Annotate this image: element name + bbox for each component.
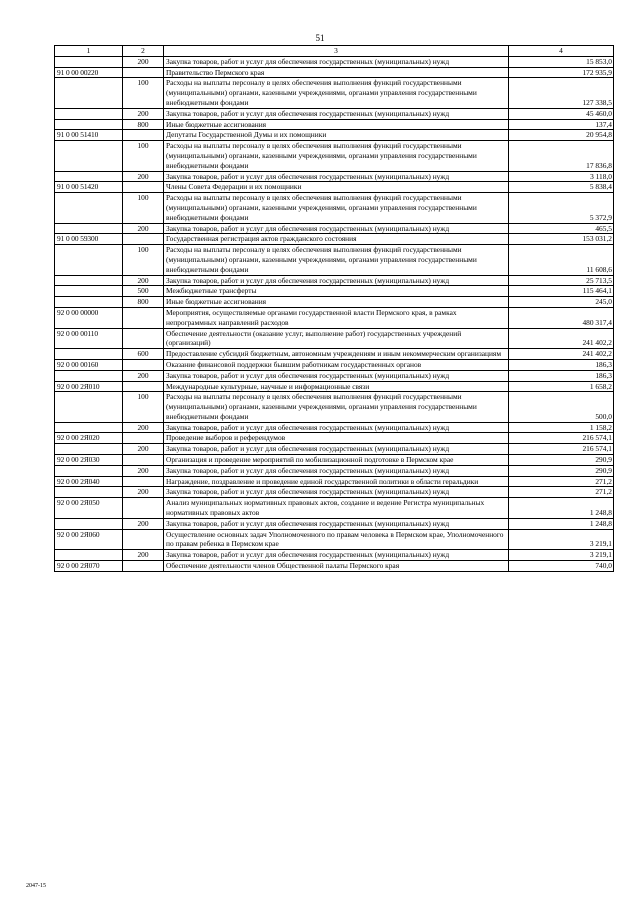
row-name: Межбюджетные трансферты [164, 286, 509, 297]
row-type: 100 [123, 141, 164, 171]
row-type: 200 [123, 275, 164, 286]
row-name: Закупка товаров, работ и услуг для обеспечения государственных (муниципальных) нужд [164, 487, 509, 498]
row-name: Закупка товаров, работ и услуг для обеспечения государственных (муниципальных) нужд [164, 422, 509, 433]
row-type: 800 [123, 297, 164, 308]
row-code [55, 392, 123, 422]
row-name: Расходы на выплаты персоналу в целях обеспечения выполнения функций государственными (муниципальными) органами, казенными учреждениями, органами управления государственными внебюджетными фондами [164, 141, 509, 171]
header-col-2: 2 [123, 46, 164, 57]
row-amount: 290,9 [509, 455, 614, 466]
row-amount: 245,0 [509, 297, 614, 308]
row-code [55, 119, 123, 130]
row-code: 91 0 00 51420 [55, 182, 123, 193]
table-row [55, 518, 614, 529]
row-code: 91 0 00 51410 [55, 130, 123, 141]
row-type: 200 [123, 422, 164, 433]
table-row [55, 193, 614, 223]
table-row [55, 359, 614, 370]
table-row [55, 141, 614, 171]
row-amount: 241 402,2 [509, 349, 614, 360]
table-row [55, 370, 614, 381]
row-code: 92 0 00 2Я030 [55, 455, 123, 466]
table-row [55, 498, 614, 519]
row-name: Расходы на выплаты персоналу в целях обеспечения выполнения функций государственными (муниципальными) органами, казенными учреждениями, органами управления государственными внебюджетными фондами [164, 78, 509, 108]
row-code [55, 108, 123, 119]
row-type [123, 476, 164, 487]
row-name: Члены Совета Федерации и их помощники [164, 182, 509, 193]
table-row [55, 561, 614, 572]
row-type [123, 130, 164, 141]
row-code [55, 422, 123, 433]
row-name: Расходы на выплаты персоналу в целях обеспечения выполнения функций государственными (муниципальными) органами, казенными учреждениями, органами управления государственными внебюджетными фондами [164, 193, 509, 223]
row-amount: 3 118,0 [509, 171, 614, 182]
row-amount: 11 608,6 [509, 245, 614, 275]
table-row [55, 108, 614, 119]
table-row [55, 476, 614, 487]
table-row [55, 433, 614, 444]
row-name: Правительство Пермского края [164, 67, 509, 78]
row-code [55, 550, 123, 561]
row-amount: 25 713,5 [509, 275, 614, 286]
table-row [55, 182, 614, 193]
row-name: Обеспечение деятельности членов Общественной палаты Пермского края [164, 561, 509, 572]
row-type [123, 182, 164, 193]
row-name: Осуществление основных задач Уполномоченного по правам человека в Пермском крае, Уполномоченного по правам ребенка в Пермском крае [164, 529, 509, 550]
row-code: 91 0 00 59300 [55, 234, 123, 245]
row-code [55, 171, 123, 182]
row-type [123, 328, 164, 349]
row-amount: 216 574,1 [509, 444, 614, 455]
row-type [123, 381, 164, 392]
row-name: Анализ муниципальных нормативных правовых актов, создание и ведение Регистра муниципальных нормативных правовых актов [164, 498, 509, 519]
row-type [123, 359, 164, 370]
row-type [123, 234, 164, 245]
table-row [55, 223, 614, 234]
row-type: 200 [123, 518, 164, 529]
row-amount: 172 935,9 [509, 67, 614, 78]
row-code: 91 0 00 00220 [55, 67, 123, 78]
row-name: Мероприятия, осуществляемые органами государственной власти Пермского края, в рамках непрограммных направлений расходов [164, 307, 509, 328]
row-type: 200 [123, 56, 164, 67]
row-name: Депутаты Государственной Думы и их помощники [164, 130, 509, 141]
row-amount: 3 219,1 [509, 550, 614, 561]
row-code [55, 518, 123, 529]
table-row [55, 234, 614, 245]
row-amount: 5 372,9 [509, 193, 614, 223]
row-name: Предоставление субсидий бюджетным, автономным учреждениям и иным некоммерческим организациям [164, 349, 509, 360]
row-type: 200 [123, 223, 164, 234]
row-code [55, 370, 123, 381]
row-amount: 20 954,8 [509, 130, 614, 141]
row-type: 100 [123, 245, 164, 275]
row-amount: 153 031,2 [509, 234, 614, 245]
budget-table [54, 45, 614, 572]
header-col-4: 4 [509, 46, 614, 57]
row-amount: 740,0 [509, 561, 614, 572]
table-row [55, 455, 614, 466]
row-name: Закупка товаров, работ и услуг для обеспечения государственных (муниципальных) нужд [164, 108, 509, 119]
row-name: Закупка товаров, работ и услуг для обеспечения государственных (муниципальных) нужд [164, 370, 509, 381]
row-name: Расходы на выплаты персоналу в целях обеспечения выполнения функций государственными (муниципальными) органами, казенными учреждениями, органами управления государственными внебюджетными фондами [164, 245, 509, 275]
row-type: 200 [123, 171, 164, 182]
table-row [55, 307, 614, 328]
row-name: Иные бюджетные ассигнования [164, 297, 509, 308]
table-row [55, 245, 614, 275]
table-row [55, 119, 614, 130]
row-type [123, 529, 164, 550]
row-amount: 45 460,0 [509, 108, 614, 119]
row-name: Иные бюджетные ассигнования [164, 119, 509, 130]
row-type: 200 [123, 444, 164, 455]
table-row [55, 487, 614, 498]
row-amount: 216 574,1 [509, 433, 614, 444]
row-name: Закупка товаров, работ и услуг для обеспечения государственных (муниципальных) нужд [164, 275, 509, 286]
table-row [55, 275, 614, 286]
row-type: 100 [123, 193, 164, 223]
row-code [55, 275, 123, 286]
row-code: 92 0 00 00160 [55, 359, 123, 370]
row-name: Закупка товаров, работ и услуг для обеспечения государственных (муниципальных) нужд [164, 465, 509, 476]
row-name: Обеспечение деятельности (оказание услуг, выполнение работ) государственных учреждений (организаций) [164, 328, 509, 349]
row-name: Закупка товаров, работ и услуг для обеспечения государственных (муниципальных) нужд [164, 444, 509, 455]
table-row [55, 130, 614, 141]
row-type: 200 [123, 550, 164, 561]
row-name: Международные культурные, научные и информационные связи [164, 381, 509, 392]
row-code: 92 0 00 2Я070 [55, 561, 123, 572]
row-name: Закупка товаров, работ и услуг для обеспечения государственных (муниципальных) нужд [164, 171, 509, 182]
row-code [55, 223, 123, 234]
table-row [55, 171, 614, 182]
row-type: 100 [123, 392, 164, 422]
header-row [55, 46, 614, 57]
row-code: 92 0 00 2Я020 [55, 433, 123, 444]
row-code [55, 297, 123, 308]
row-code [55, 56, 123, 67]
table-row [55, 328, 614, 349]
row-code [55, 141, 123, 171]
row-amount: 186,3 [509, 370, 614, 381]
row-type: 200 [123, 487, 164, 498]
row-code: 92 0 00 2Я060 [55, 529, 123, 550]
row-code [55, 193, 123, 223]
row-type [123, 307, 164, 328]
row-name: Закупка товаров, работ и услуг для обеспечения государственных (муниципальных) нужд [164, 56, 509, 67]
table-row [55, 422, 614, 433]
row-type: 200 [123, 465, 164, 476]
row-amount: 480 317,4 [509, 307, 614, 328]
row-code [55, 286, 123, 297]
row-amount: 500,0 [509, 392, 614, 422]
row-type [123, 67, 164, 78]
row-code: 92 0 00 2Я010 [55, 381, 123, 392]
row-code [55, 487, 123, 498]
row-amount: 465,5 [509, 223, 614, 234]
row-type: 200 [123, 370, 164, 381]
row-code: 92 0 00 2Я050 [55, 498, 123, 519]
table-row [55, 465, 614, 476]
table-row [55, 78, 614, 108]
header-col-3: 3 [164, 46, 509, 57]
row-amount: 15 853,0 [509, 56, 614, 67]
row-name: Оказание финансовой поддержки бывшим работникам государственных органов [164, 359, 509, 370]
row-type: 800 [123, 119, 164, 130]
table-row [55, 444, 614, 455]
table-row [55, 67, 614, 78]
table-body [55, 56, 614, 571]
row-type [123, 561, 164, 572]
row-type: 100 [123, 78, 164, 108]
row-amount: 5 838,4 [509, 182, 614, 193]
row-name: Закупка товаров, работ и услуг для обеспечения государственных (муниципальных) нужд [164, 223, 509, 234]
row-name: Закупка товаров, работ и услуг для обеспечения государственных (муниципальных) нужд [164, 550, 509, 561]
row-name: Проведение выборов и референдумов [164, 433, 509, 444]
row-amount: 241 402,2 [509, 328, 614, 349]
row-name: Расходы на выплаты персоналу в целях обеспечения выполнения функций государственными (муниципальными) органами, казенными учреждениями, органами управления государственными внебюджетными фондами [164, 392, 509, 422]
row-amount: 1 158,2 [509, 422, 614, 433]
row-code [55, 444, 123, 455]
row-type [123, 498, 164, 519]
table-row [55, 550, 614, 561]
row-type [123, 455, 164, 466]
row-code [55, 465, 123, 476]
row-code [55, 349, 123, 360]
row-amount: 17 836,8 [509, 141, 614, 171]
table-row [55, 286, 614, 297]
row-name: Организация и проведение мероприятий по мобилизационной подготовке в Пермском крае [164, 455, 509, 466]
row-type [123, 433, 164, 444]
row-code: 92 0 00 00000 [55, 307, 123, 328]
row-code: 92 0 00 2Я040 [55, 476, 123, 487]
row-name: Государственная регистрация актов гражданского состояния [164, 234, 509, 245]
table-row [55, 392, 614, 422]
row-name: Закупка товаров, работ и услуг для обеспечения государственных (муниципальных) нужд [164, 518, 509, 529]
row-amount: 1 248,8 [509, 518, 614, 529]
table-row [55, 56, 614, 67]
row-amount: 1 658,2 [509, 381, 614, 392]
row-name: Награждение, поздравление и проведение единой государственной политики в области геральдики [164, 476, 509, 487]
row-amount: 127 338,5 [509, 78, 614, 108]
table-row [55, 297, 614, 308]
row-amount: 290,9 [509, 465, 614, 476]
page-number: 51 [315, 33, 325, 43]
row-type: 600 [123, 349, 164, 360]
row-amount: 271,2 [509, 487, 614, 498]
row-code [55, 78, 123, 108]
row-type: 200 [123, 108, 164, 119]
row-code: 92 0 00 00110 [55, 328, 123, 349]
row-amount: 1 248,8 [509, 498, 614, 519]
header-col-1: 1 [55, 46, 123, 57]
table-row [55, 529, 614, 550]
row-amount: 3 219,1 [509, 529, 614, 550]
table-row [55, 349, 614, 360]
row-amount: 115 464,1 [509, 286, 614, 297]
row-type: 500 [123, 286, 164, 297]
row-amount: 271,2 [509, 476, 614, 487]
footer-code: 2047-15 [26, 883, 46, 889]
row-code [55, 245, 123, 275]
row-amount: 137,4 [509, 119, 614, 130]
table-row [55, 381, 614, 392]
row-amount: 186,3 [509, 359, 614, 370]
